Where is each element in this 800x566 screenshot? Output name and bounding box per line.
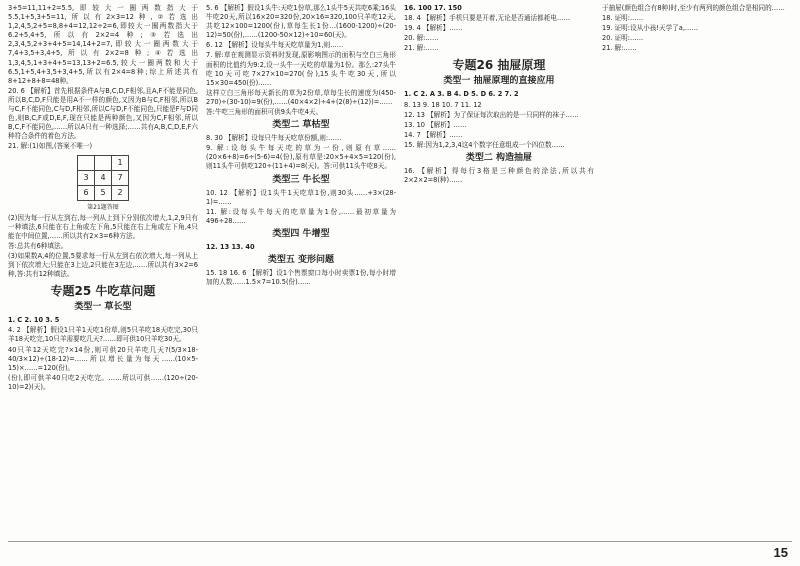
- grid-cell: 5: [95, 185, 112, 200]
- question-18: 18. 证明:……: [602, 14, 644, 23]
- question-20: 20. 6 【解析】首先根据条件A与B,C,D,F相邻,且A,F不能是同色,所以B,C,D,F只能是用A不一样的颜色,又因为B与C,F相邻,所以B与C,F不能同色,C与D,F相邻,所以C与D,F不能同色,只能是F与D同色,则B,C,F或D,E,F,现在只能是两种颜色,又因为C,F相邻,所以B,C,F不能同色,……所以A只有一种选择;……共有A,B,C,D,E,F六种符合条件的着色方法。: [8, 86, 198, 141]
- page-number: 15: [773, 545, 788, 560]
- answer-line: 1. C 2. A 3. B 4. D 5. D 6. 2 7. 2: [404, 90, 519, 99]
- type-heading: 类型一 抽屉原理的直接应用: [443, 76, 555, 87]
- question-15: 15. 18 16. 6 【解析】设1个售票窗口每小时卖票1份,每小时增加的人数……1.5×7=10.5(份)……: [206, 268, 396, 287]
- type-heading: 类型三 牛长型: [272, 174, 330, 185]
- question-18: 18. 4 【解析】手机只要是开着,无论是否通话都耗电……: [404, 14, 571, 23]
- type-heading: 类型一 草长型: [74, 302, 132, 313]
- paragraph: 3+5=11,11+2=5.5,即较大一圈两数指大于5.5,1+5,3+5=11,所以有2×3=12种,②若选出1,2,4,5,2+5=8,8+4=12,12÷2=6,即较大一圈两数指大于6.2+5,4+5,所以有2×2=4种;③若选出2,3,4,5,2+3+4+5=14,14+2=7,即较大一圈两数大于7,4+3,5+3,4+5,所以有2×2=8种;④若选出1,3,4,5,1+3+4+5=13,13+2=6.5,较大一圈两数和大于6.5,1+5,4+3,5+3,4+5,所以有2×4=8种;综上所述共有8+12+8+8=48种。: [8, 4, 198, 85]
- question-4-cont: 40只羊12天吃完?×14份,则可供20只羊吃几天?(5/3×18-40/3×12)÷(18-12)=……所以增长量为每天……(10×5-15)×……=120(份)。: [8, 345, 198, 372]
- grid-caption: 第21题答图: [87, 203, 119, 211]
- grid-cell: 3: [78, 170, 95, 185]
- question-12: 12. 13 【解析】为了保证每次取出的是一只同样的袜子……: [404, 110, 579, 119]
- question-9: 9. 解:设每头牛每天吃的草为一份,则原有草……(20×6+8)=6÷(5-6)=4(份),原有草是:20×5+4×5=120(份),则11头牛可供吃120÷(11+4)=8(天)。答:可供11头牛吃8天。: [206, 144, 396, 171]
- question-13: 13. 10 【解析】……: [404, 120, 467, 129]
- question-21: 21. 解:(1)如图,(答案不唯一): [8, 142, 93, 151]
- question-7-answer: 答:牛吃三角形的面积可供9头牛吃4天。: [206, 108, 323, 117]
- type-heading: 类型五 变形问题: [267, 254, 335, 265]
- grid-cell: 4: [95, 170, 112, 185]
- question-8: 8. 30 【解析】设每只牛每天吃草份额,则:……: [206, 134, 342, 143]
- column-2: [206, 4, 396, 556]
- question-7: 7. 解:草在观测显示资料时发现,原影响图示的面积与空白三角形面积的比值约为9:2,设一头牛一天吃的草量为1份。那么:27头牛吃10天可吃7×27×10=270(份),15头牛吃30天,所以15×30=450(份)……: [206, 51, 396, 87]
- question-14: 14. 7 【解析】……: [404, 130, 463, 139]
- topic-title: 专题26 抽屉原理: [452, 58, 546, 73]
- question-20: 20. 解:……: [404, 34, 439, 43]
- question-21-part-3: (3)如果数A,4的位置,5要求每一行从左到右依次增大,每一列从上到下依次增大;只能在3上边,2只能在3左边,……所以共有3×2=6种,答:共有12种填法。: [8, 251, 198, 279]
- footer-rule: [8, 541, 792, 542]
- answer-line: 16. 100 17. 150: [404, 4, 462, 12]
- question-17-cont: 于抽屉(颜色组合有8种)时,至少有两列的颜色组合是相同的……: [602, 4, 785, 12]
- question-21-answer: 答:总共有6种填法。: [8, 241, 68, 250]
- topic-title: 专题25 牛吃草问题: [50, 284, 156, 299]
- question-19: 19. 4 【解析】……: [404, 24, 463, 33]
- type-heading: 类型二 草枯型: [272, 120, 330, 131]
- question-16: 16. 【解析】得每行3格是三种颜色的涂法,所以共有2×2×2=8(种)……: [404, 167, 594, 185]
- question-5: 5. 6 【解析】假设1头牛:天吃1份草,那么1头牛5天共吃6乘;16头牛吃20天,所以16×20=320份,20×16=320,100只羊吃12天,共吃12×100=1200(份),草每生长1份…(1600-1200)÷(20-12)=50(份),……(1200-50×12)÷10=60(天)。: [206, 4, 396, 40]
- question-21: 21. 解:……: [602, 44, 637, 53]
- grid-cell: [95, 155, 112, 170]
- question-21: 21. 解:……: [404, 44, 439, 53]
- type-heading: 类型二 构造抽屉: [465, 153, 533, 164]
- answer-line: 8. 13 9. 18 10. 7 11. 12: [404, 100, 482, 109]
- question-21-part-2: (2)因为每一行从左到右,每一列从上到下分别依次增大,1,2,9只有一种填法,6只能在右上角或左下角,5只能在右上角或左下角,4只能在中间位置,……所以共有2×3=6种方法。: [8, 213, 198, 240]
- answer-grid: [77, 155, 129, 201]
- type-heading: 类型四 牛增型: [272, 228, 330, 239]
- grid-cell: 7: [112, 170, 129, 185]
- question-4-cont: (份),即可供羊40只吃2天吃完。……所以可供……(120÷(20-10)=2)(天)。: [8, 373, 198, 391]
- column-4: [602, 4, 792, 556]
- grid-cell: 2: [112, 185, 129, 200]
- grid-cell: [78, 155, 95, 170]
- question-19: 19. 证明:设从小孩!天学了a,……: [602, 24, 699, 33]
- column-1: [8, 4, 198, 556]
- question-10: 10. 12 【解析】设1头牛1天吃草1份,则30头……+3×(28-1)=……: [206, 188, 396, 206]
- column-3: [404, 4, 594, 556]
- question-7-cont: 这样立白三角形每天新长的草为2份草,草每生长的速度为(450-270)÷(30-10)=9(份),……(40×4×2)÷4+(2(8)÷(12))=……: [206, 88, 396, 106]
- grid-cell: 1: [112, 155, 129, 170]
- question-20: 20. 证明:……: [602, 34, 644, 43]
- question-6: 6. 12 【解析】设每头牛每天吃草量为1,则……: [206, 41, 344, 50]
- grid-cell: 6: [78, 185, 95, 200]
- question-15: 15. 解:因为1,2,3,4这4个数字任意组成一个四位数……: [404, 140, 565, 149]
- answer-line: 1. C 2. 10 3. 5: [8, 316, 60, 325]
- question-11: 11. 解:设每头牛每天的吃草量为1份,……最初草量为496÷28……: [206, 207, 396, 225]
- answer-line: 12. 13 13. 40: [206, 242, 255, 251]
- question-4: 4. 2 【解析】假设1只羊1天吃1份草,则5只羊吃18天吃完,30只羊18天吃完,10只羊需要吃几天?……即可供10只羊吃30天。: [8, 326, 198, 344]
